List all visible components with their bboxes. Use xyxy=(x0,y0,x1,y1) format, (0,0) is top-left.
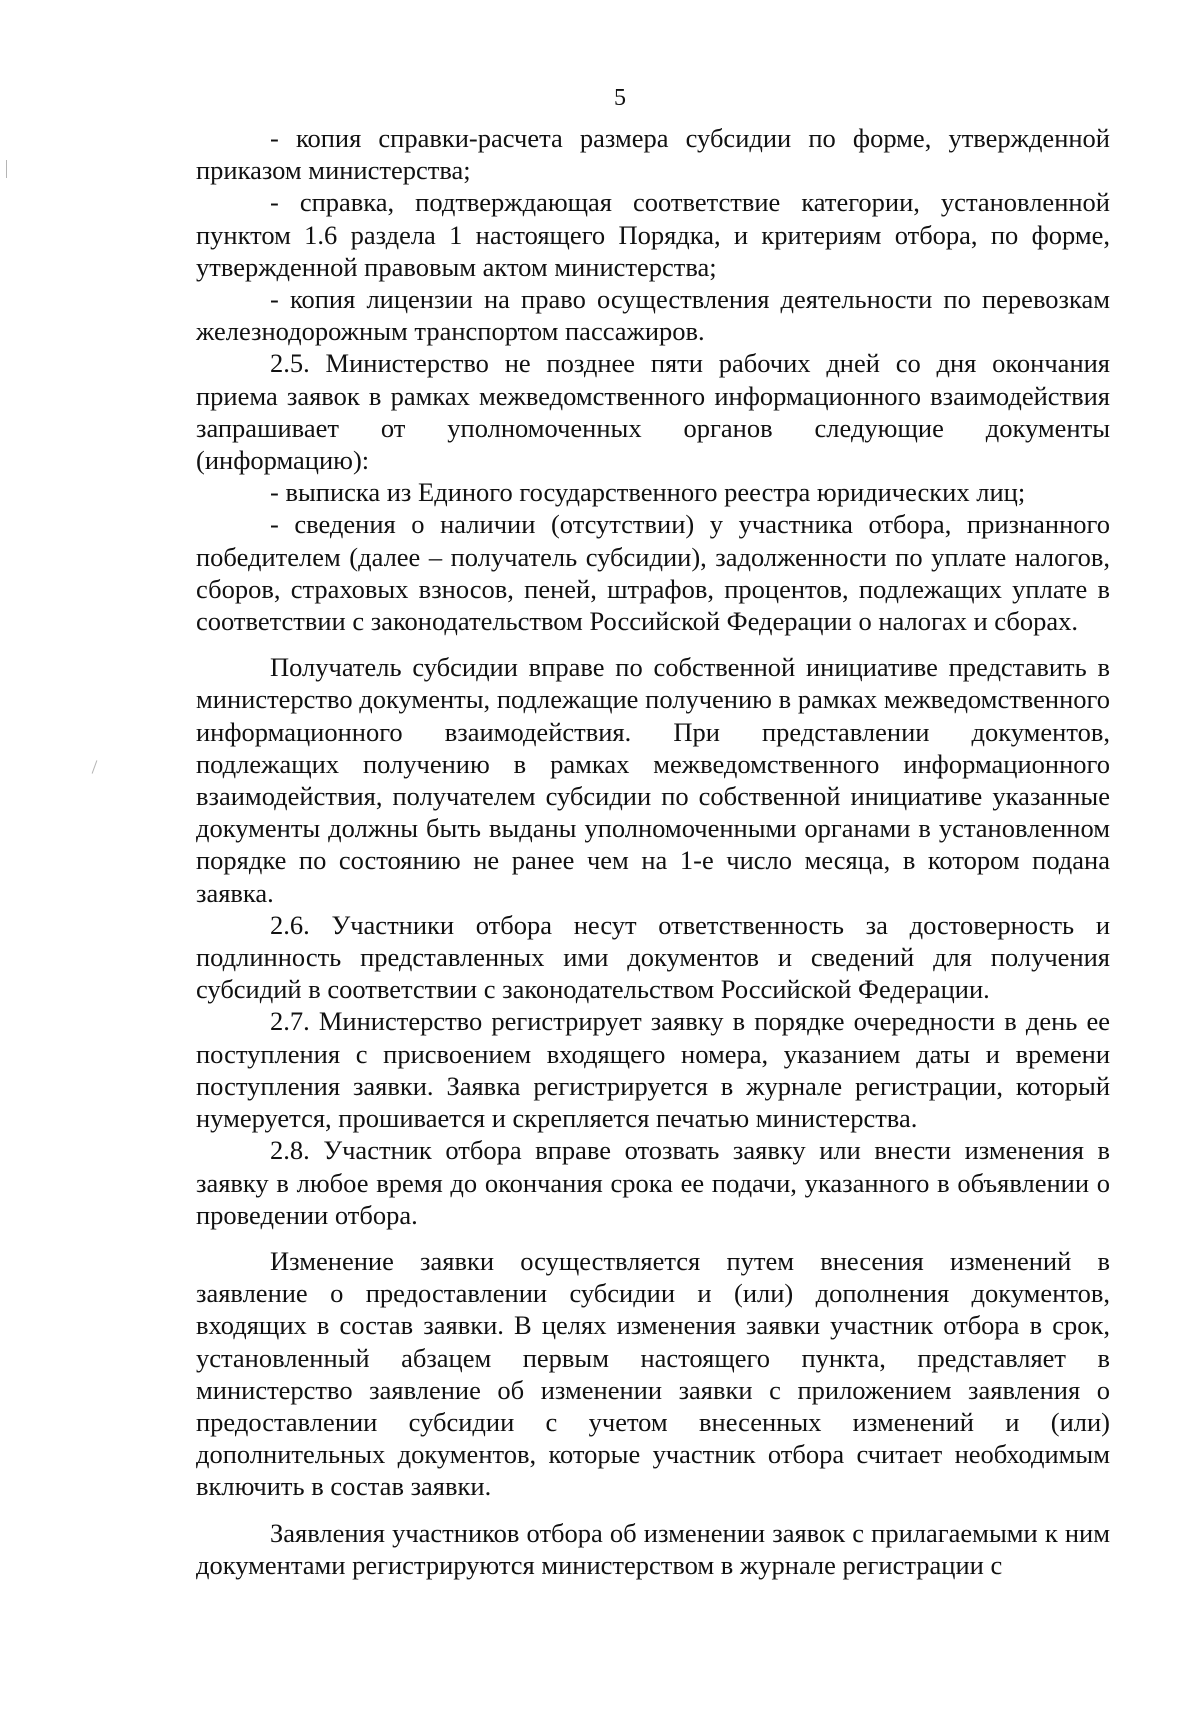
paragraph-own-initiative: Получатель субсидии вправе по собственной инициативе представить в министерство документы, подлежащие получению в рамках межведомственного информационного взаимодействия. При представлении документов, подлежащих получению в рамках межведомственного информационного взаимодействия, получателем субсидии по собственной инициативе указанные документы должны быть выданы уполномоченными органами в установленном порядке по состоянию не ранее чем на 1-е число месяца, в котором подана заявка. xyxy=(196,652,1110,908)
clause-2-6: 2.6. Участники отбора несут ответственность за достоверность и подлинность представленных ими документов и сведений для получения субсидий в соответствии с законодательством Российской Федерации. xyxy=(196,909,1110,1005)
paragraph-change-registration: Заявления участников отбора об изменении заявок с прилагаемыми к ним документами регистрируются министерством в журнале регистрации с xyxy=(196,1517,1110,1580)
list-item-category-certificate: - справка, подтверждающая соответствие категории, установленной пунктом 1.6 раздела 1 настоящего Порядка, и критериям отбора, по форме, утвержденной правовым актом министерства; xyxy=(196,187,1110,282)
page-number: 5 xyxy=(614,85,626,111)
list-item-calculation-copy: - копия справки-расчета размера субсидии по форме, утвержденной приказом министерства; xyxy=(196,123,1110,186)
document-body xyxy=(196,122,1110,1581)
scan-mark xyxy=(6,160,7,178)
scan-mark xyxy=(92,760,98,773)
clause-2-8: 2.8. Участник отбора вправе отозвать заявку или внести изменения в заявку в любое время до окончания срока ее подачи, указанного в объявлении о проведении отбора. xyxy=(196,1135,1110,1230)
clause-2-5: 2.5. Министерство не позднее пяти рабочих дней со дня окончания приема заявок в рамках межведомственного информационного взаимодействия запрашивает от уполномоченных органов следующие документы (информацию): xyxy=(196,348,1110,476)
clause-2-7: 2.7. Министерство регистрирует заявку в порядке очередности в день ее поступления с присвоением входящего номера, указанием даты и времени поступления заявки. Заявка регистрируется в журнале регистрации, который нумеруется, прошивается и скрепляется печатью министерства. xyxy=(196,1006,1110,1134)
list-item-license-copy: - копия лицензии на право осуществления деятельности по перевозкам железнодорожным транспортом пассажиров. xyxy=(196,284,1110,347)
paragraph-application-change: Изменение заявки осуществляется путем внесения изменений в заявление о предоставлении субсидии и (или) дополнения документов, входящих в состав заявки. В целях изменения заявки участник отбора в срок, установленный абзацем первым настоящего пункта, представляет в министерство заявление об изменении заявки с приложением заявления о предоставлении субсидии с учетом внесенных изменений и (или) дополнительных документов, которые участник отбора считает необходимым включить в состав заявки. xyxy=(196,1245,1110,1502)
list-item-debt-information: - сведения о наличии (отсутствии) у участника отбора, признанного победителем (далее – получатель субсидии), задолженности по уплате налогов, сборов, страховых взносов, пеней, штрафов, процентов, подлежащих уплате в соответствии с законодательством Российской Федерации о налогах и сборах. xyxy=(196,509,1110,637)
list-item-registry-extract: - выписка из Единого государственного реестра юридических лиц; xyxy=(270,477,1026,508)
